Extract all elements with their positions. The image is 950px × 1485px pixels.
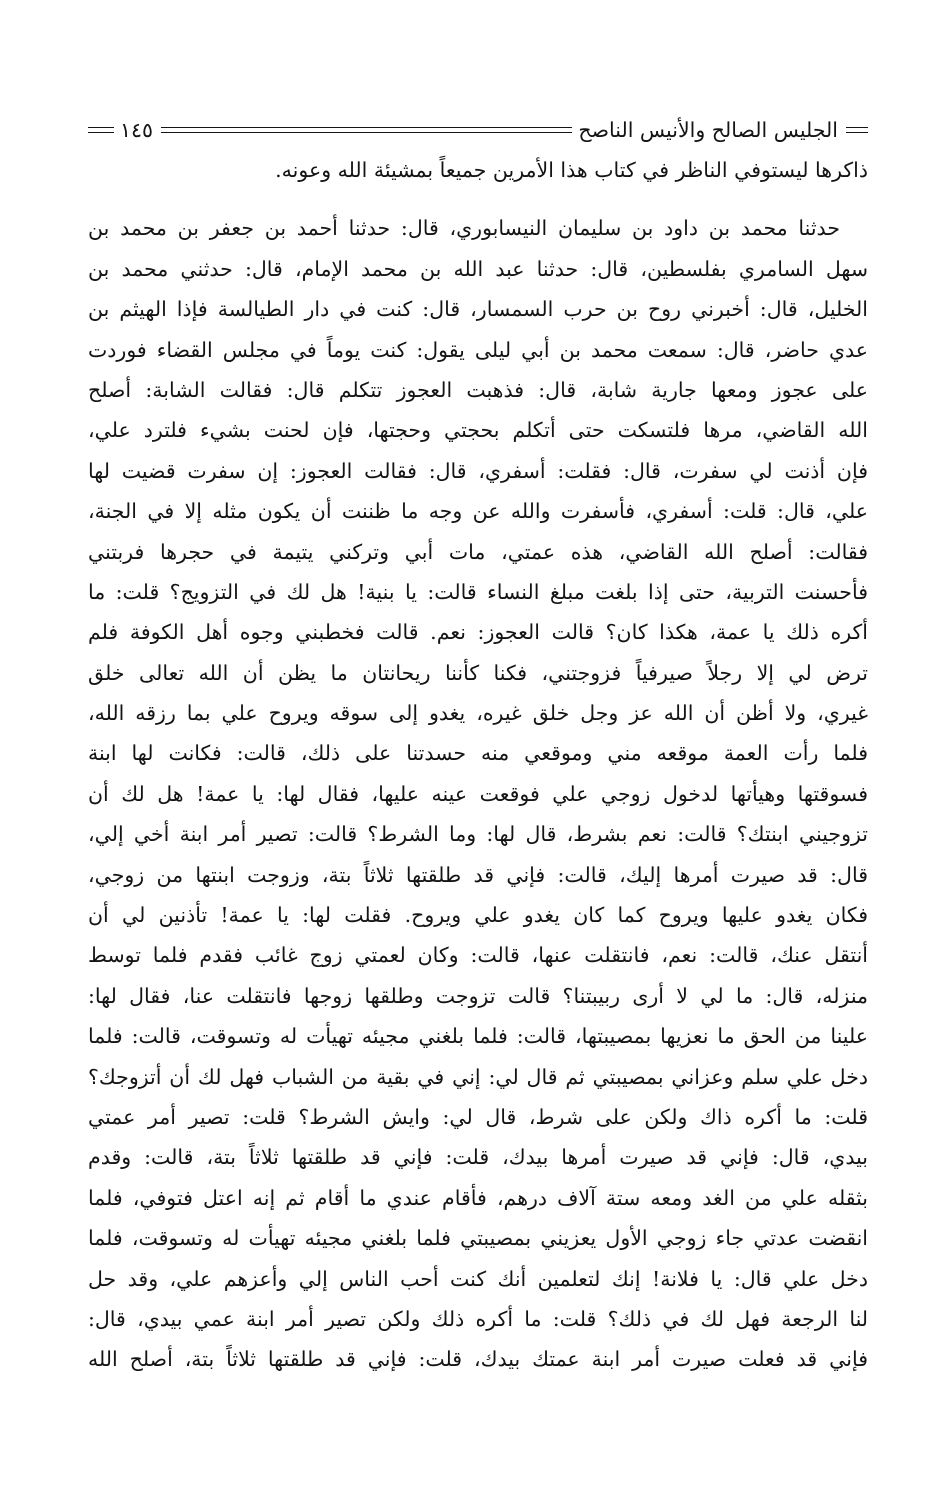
text-line: الخليل، قال: أخبرني روح بن حرب السمسار، قال: كنت في دار الطيالسة فإذا الهيثم بن bbox=[88, 297, 868, 322]
text-line: بيدي، قال: فإني قد صيرت أمرها بيدك، قلت: فإني قد طلقتها ثلاثاً بتة، قالت: وقدم bbox=[88, 1145, 868, 1170]
header-rule-end bbox=[88, 127, 114, 133]
text-line: ترض لي إلا رجلاً صيرفياً فزوجتني، فكنا كأننا ريحانتان ما يظن أن الله تعالى خلق bbox=[88, 660, 868, 685]
text-line: علي، قال: قلت: أسفري، فأسفرت والله عن وجه ما ظننت أن يكون مثله إلا في الجنة، bbox=[88, 499, 868, 524]
text-line: قال: قد صيرت أمرها إليك، قالت: فإني قد طلقتها ثلاثاً بتة، وزوجت ابنتها من زوجي، bbox=[88, 862, 868, 887]
text-line: سهل السامري بفلسطين، قال: حدثنا عبد الله بن محمد الإمام، قال: حدثني محمد بن bbox=[88, 256, 868, 281]
text-line: الله القاضي، مرها فلتسكت حتى أتكلم بحجتي وحجتها، فإن لحنت بشيء فلترد علي، bbox=[88, 418, 868, 443]
text-line: فلما رأت العمة موقعه مني وموقعي منه حسدتنا على ذلك، قالت: فكانت لها ابنة bbox=[88, 741, 868, 766]
text-line: دخل علي سلم وعزاني بمصيبتي ثم قال لي: إني في بقية من الشباب فهل لك أن أتزوجك؟ bbox=[88, 1064, 868, 1089]
book-title: الجليس الصالح والأنيس الناصح bbox=[578, 117, 838, 142]
text-line: فإني قد فعلت صيرت أمر ابنة عمتك بيدك، قلت: فإني قد طلقتها ثلاثاً بتة، أصلح الله bbox=[88, 1347, 868, 1372]
text-line: فأحسنت التربية، حتى إذا بلغت مبلغ النساء قالت: يا بنية! هل لك في التزويج؟ قلت: ما bbox=[88, 579, 868, 604]
text-line: عدي حاضر، قال: سمعت محمد بن أبي ليلى يقول: كنت يوماً في مجلس القضاء فوردت bbox=[88, 337, 868, 362]
text-line: أكره ذلك يا عمة، هكذا كان؟ قالت العجوز: نعم. قالت فخطبني وجوه أهل الكوفة فلم bbox=[88, 620, 868, 645]
body-paragraph bbox=[88, 208, 868, 1379]
text-line: منزله، قال: ما لي لا أرى ربيبتنا؟ قالت تزوجت وطلقها زوجها فانتقلت عنا، فقال لها: bbox=[88, 983, 868, 1008]
text-line: على عجوز ومعها جارية شابة، قال: فذهبت العجوز تتكلم قال: فقالت الشابة: أصلح bbox=[88, 377, 868, 402]
text-line: أنتقل عنك، قالت: نعم، فانتقلت عنها، قالت: وكان لعمتي زوج غائب فقدم فلما توسط bbox=[88, 943, 868, 968]
text-line: قلت: ما أكره ذاك ولكن على شرط، قال لي: وايش الشرط؟ قلت: تصير أمر عمتي bbox=[88, 1104, 868, 1129]
continuation-line: ذاكرها ليستوفي الناظر في كتاب هذا الأمرين جميعاً بمشيئة الله وعونه. bbox=[275, 158, 868, 182]
text-line: لنا الرجعة فهل لك في ذلك؟ قلت: ما أكره ذلك ولكن تصير أمر ابنة عمي بيدي، قال: bbox=[88, 1306, 868, 1331]
text-line: بثقله علي من الغد ومعه ستة آلاف درهم، فأقام عندي ما أقام ثم إنه اعتل فتوفي، فلما bbox=[88, 1185, 868, 1210]
book-page bbox=[88, 110, 868, 1380]
page-number: ١٤٥ bbox=[120, 117, 154, 142]
text-line: تزوجيني ابنتك؟ قالت: نعم بشرط، قال لها: وما الشرط؟ قالت: تصير أمر ابنة أخي إلي، bbox=[88, 822, 868, 847]
header-rule-start bbox=[846, 127, 868, 133]
text-line: حدثنا محمد بن داود بن سليمان النيسابوري، قال: حدثنا أحمد بن جعفر بن محمد بن bbox=[88, 216, 840, 241]
header-rule-middle bbox=[161, 127, 572, 133]
text-line: فكان يغدو عليها ويروح كما كان يغدو علي ويروح. فقلت لها: يا عمة! تأذنين لي أن bbox=[88, 903, 868, 928]
text-line: غيري، ولا أظن أن الله عز وجل خلق غيره، يغدو إلى سوقه ويروح علي بما رزقه الله، bbox=[88, 701, 868, 726]
text-line: علينا من الحق ما نعزيها بمصيبتها، قالت: فلما بلغني مجيئه تهيأت له وتسوقت، قالت: فلما bbox=[88, 1024, 868, 1049]
text-line: فإن أذنت لي سفرت، قال: فقلت: أسفري، قال: فقالت العجوز: إن سفرت قضيت لها bbox=[88, 458, 868, 483]
text-line: دخل علي قال: يا فلانة! إنك لتعلمين أنك كنت أحب الناس إلي وأعزهم علي، وقد حل bbox=[88, 1266, 868, 1291]
running-header bbox=[88, 110, 868, 150]
text-line: فقالت: أصلح الله القاضي، هذه عمتي، مات أبي وتركني يتيمة في حجرها فربتني bbox=[88, 539, 868, 564]
text-line: انقضت عدتي جاء زوجي الأول يعزيني بمصيبتي فلما بلغني مجيئه تهيأت له وتسوقت، فلما bbox=[88, 1226, 868, 1251]
text-line: فسوقتها وهيأتها لدخول زوجي علي فوقعت عينه عليها، فقال لها: يا عمة! هل لك أن bbox=[88, 781, 868, 806]
